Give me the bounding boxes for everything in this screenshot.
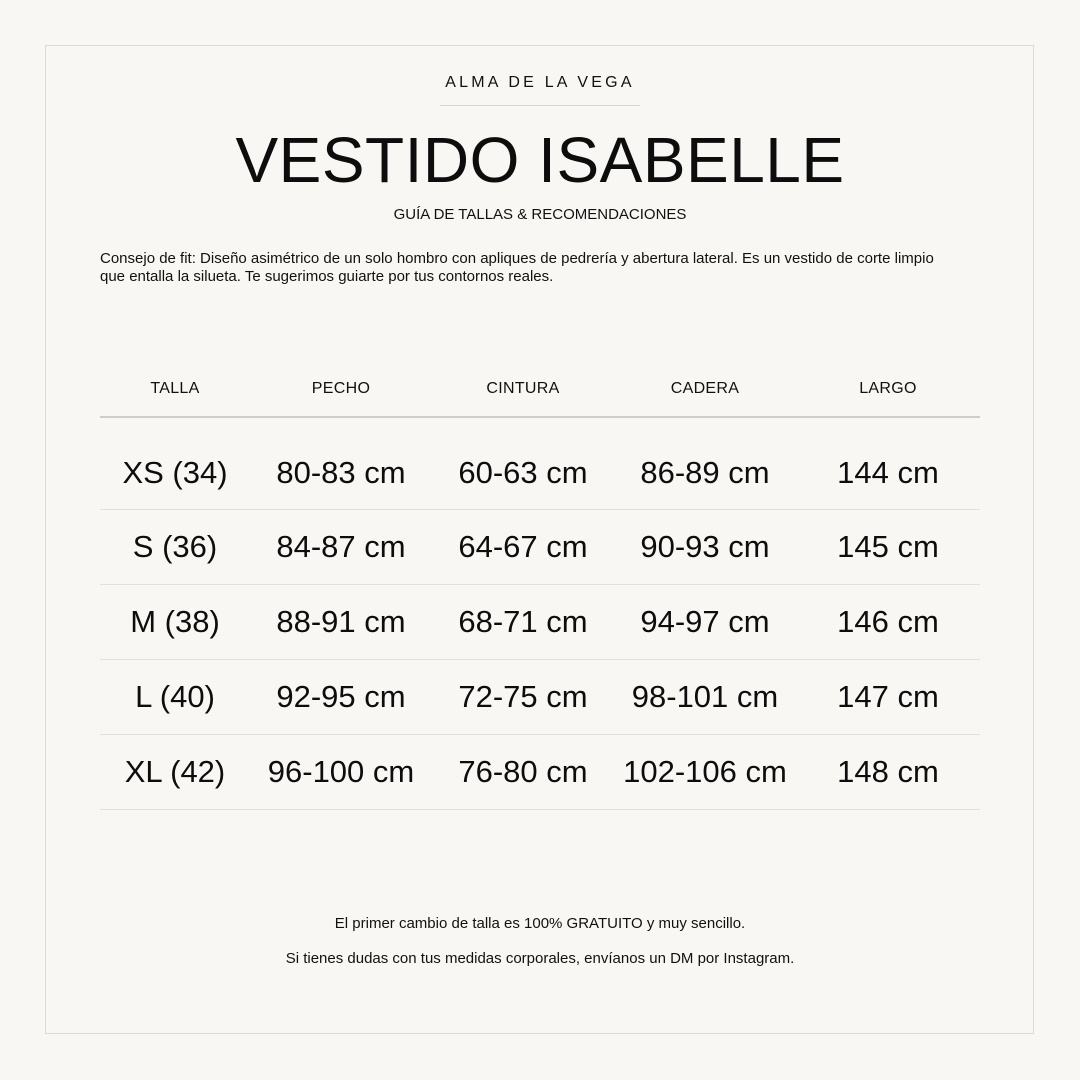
- size-cell: XL (42): [124, 754, 226, 789]
- footer-contact-note: Si tienes dudas con tus medidas corporales, envíanos un DM por Instagram.: [285, 950, 795, 967]
- pecho-cell: 88-91 cm: [276, 604, 406, 639]
- table-row: [100, 735, 980, 810]
- brand-name: ALMA DE LA VEGA: [445, 74, 635, 91]
- largo-cell: 145 cm: [837, 529, 939, 564]
- cintura-cell: 72-75 cm: [458, 679, 588, 714]
- pecho-cell: 80-83 cm: [276, 455, 406, 490]
- header-largo: LARGO: [859, 380, 917, 397]
- cintura-cell: 68-71 cm: [458, 604, 588, 639]
- table-row: [100, 418, 980, 510]
- page-title: VESTIDO ISABELLE: [235, 124, 845, 196]
- cintura-cell: 64-67 cm: [458, 529, 588, 564]
- table-header-row: [100, 362, 980, 418]
- pecho-cell: 96-100 cm: [267, 754, 415, 789]
- cintura-cell: 60-63 cm: [458, 455, 588, 490]
- footer-exchange-note: El primer cambio de talla es 100% GRATUITO y muy sencillo.: [334, 915, 746, 932]
- size-cell: XS (34): [122, 455, 228, 490]
- brand-divider: [440, 105, 640, 106]
- table-row: [100, 585, 980, 660]
- cadera-cell: 90-93 cm: [640, 529, 770, 564]
- cadera-cell: 98-101 cm: [631, 679, 779, 714]
- table-row: [100, 510, 980, 585]
- cintura-cell: 76-80 cm: [458, 754, 588, 789]
- table-row: [100, 660, 980, 735]
- largo-cell: 147 cm: [837, 679, 939, 714]
- largo-cell: 148 cm: [837, 754, 939, 789]
- pecho-cell: 84-87 cm: [276, 529, 406, 564]
- size-cell: S (36): [132, 529, 218, 564]
- header-talla: TALLA: [150, 380, 200, 397]
- fit-note: Consejo de fit: Diseño asimétrico de un solo hombro con apliques de pedrería y abertura lateral. Es un vestido de corte limpio que entalla la silueta. Te sugerimos guiarte por tus contornos reales.: [100, 250, 934, 285]
- largo-cell: 144 cm: [837, 455, 939, 490]
- size-cell: M (38): [130, 604, 220, 639]
- page-subtitle: GUÍA DE TALLAS & RECOMENDACIONES: [393, 206, 687, 223]
- header-cadera: CADERA: [670, 380, 740, 397]
- cadera-cell: 102-106 cm: [623, 754, 787, 789]
- size-cell: L (40): [135, 679, 215, 714]
- cadera-cell: 86-89 cm: [640, 455, 770, 490]
- header-cintura: CINTURA: [486, 380, 560, 397]
- header-pecho: PECHO: [311, 380, 371, 397]
- cadera-cell: 94-97 cm: [640, 604, 770, 639]
- pecho-cell: 92-95 cm: [276, 679, 406, 714]
- largo-cell: 146 cm: [837, 604, 939, 639]
- size-table: [100, 362, 980, 810]
